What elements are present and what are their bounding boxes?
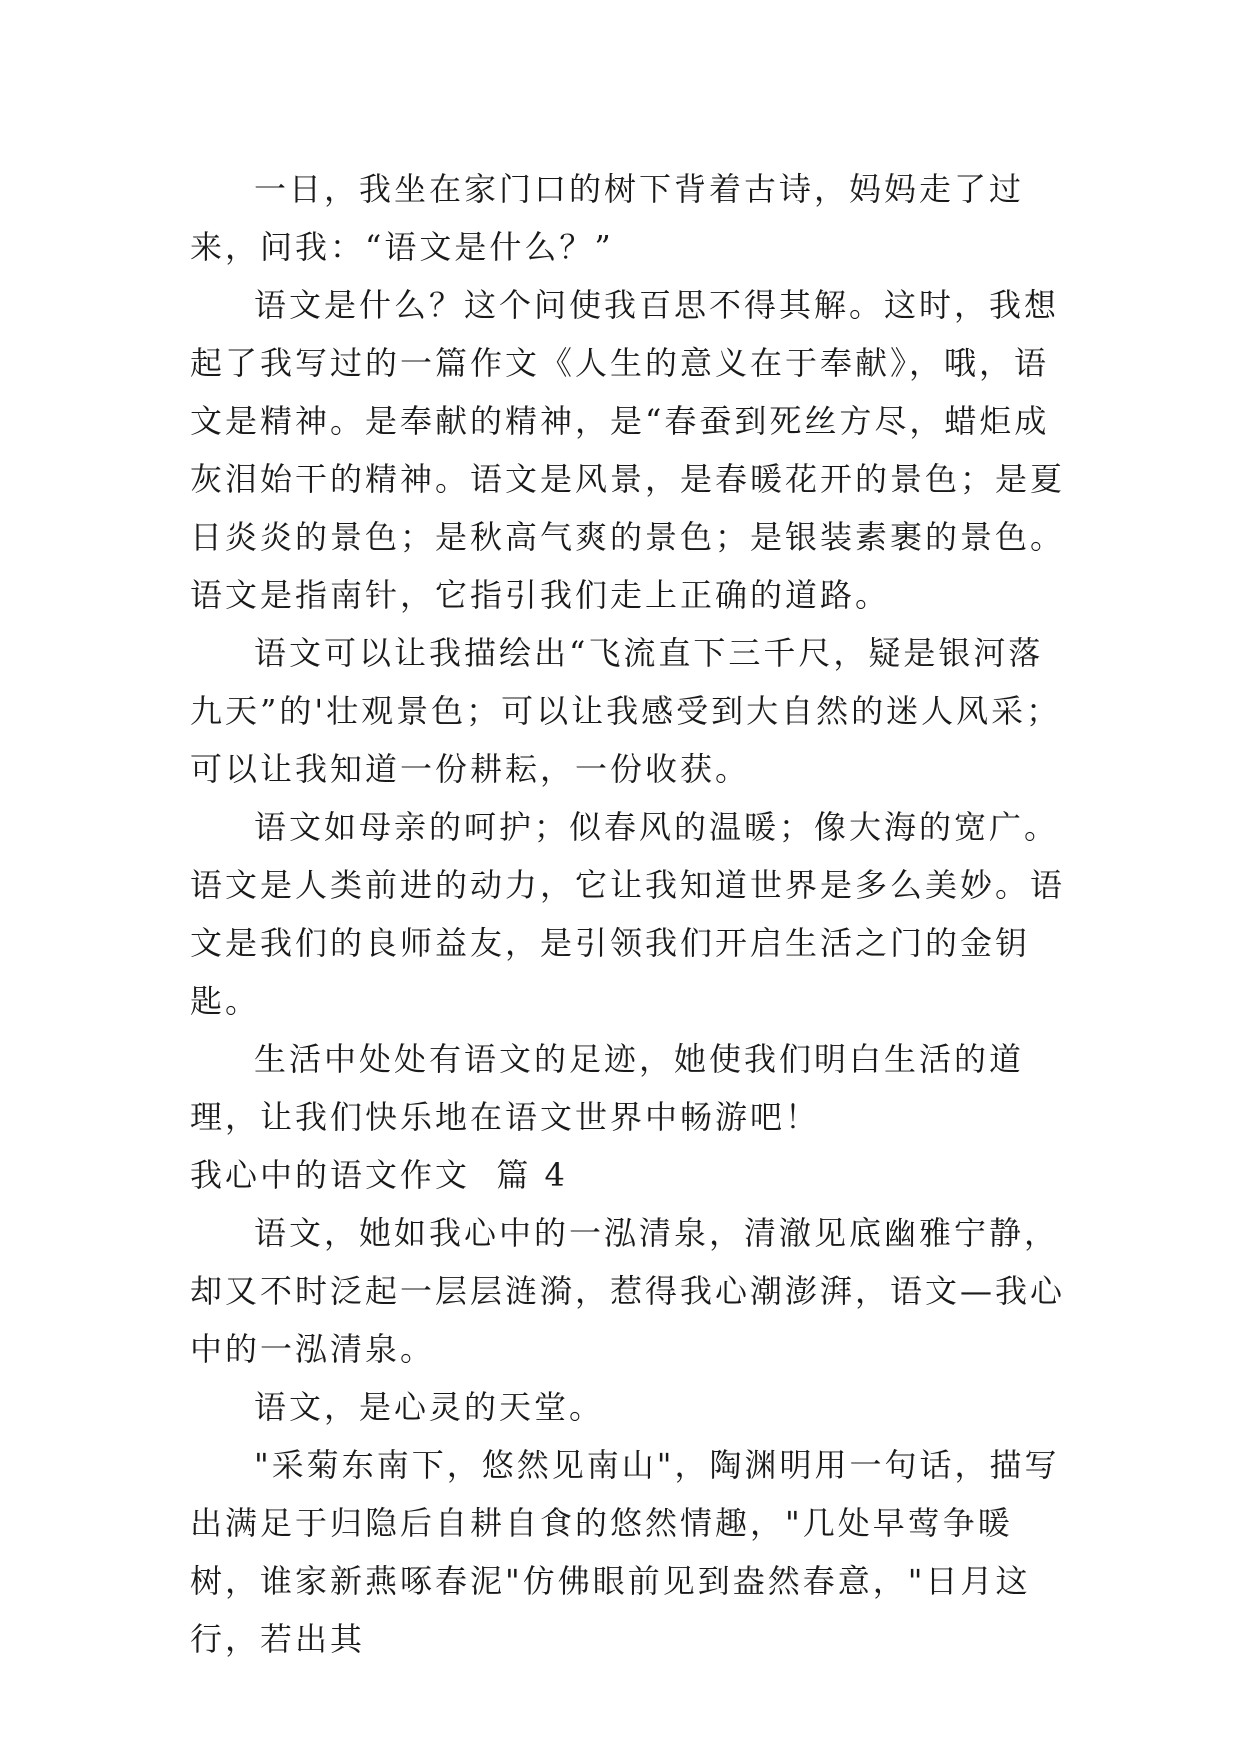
paragraph-1: 一日，我坐在家门口的树下背着古诗，妈妈走了过来，问我：“语文是什么？” [190,170,1025,266]
paragraph-2: 语文是什么？这个问使我百思不得其解。这时，我想起了我写过的一篇作文《人生的意义在于奉献》，哦，语文是精神。是奉献的精神，是“春蚕到死丝方尽，蜡炬成灰泪始干的精神。语文是风景，是春暖花开的景色；是夏日炎炎的景色；是秋高气爽的景色；是银装素裹的景色。语文是指南针，它指引我们走上正确的道路。 [190,286,1066,614]
paragraph-3: 语文可以让我描绘出“飞流直下三千尺，疑是银河落九天”的'壮观景色；可以让我感受到大自然的迷人风采；可以让我知道一份耕耘，一份收获。 [190,634,1062,788]
paragraph-7: 语文，是心灵的天堂。 [254,1388,605,1426]
paragraph-5: 生活中处处有语文的足迹，她使我们明白生活的道理，让我们快乐地在语文世界中畅游吧！ [190,1040,1025,1136]
paragraph-6: 语文，她如我心中的一泓清泉，清澈见底幽雅宁静，却又不时泛起一层层涟漪，惹得我心潮澎湃，语文—我心中的一泓清泉。 [190,1214,1066,1368]
paragraph-8: "采菊东南下，悠然见南山"，陶渊明用一句话，描写出满足于归隐后自耕自食的悠然情趣，"几处早莺争暖树，谁家新燕啄春泥"仿佛眼前见到盎然春意，"日月这行，若出其 [190,1446,1060,1658]
document-body [190,160,1070,1668]
paragraph-4: 语文如母亲的呵护；似春风的温暖；像大海的宽广。语文是人类前进的动力，它让我知道世界是多么美妙。语文是我们的良师益友，是引领我们开启生活之门的金钥匙。 [190,808,1066,1020]
section-heading: 我心中的语文作文 篇 4 [190,1156,568,1194]
